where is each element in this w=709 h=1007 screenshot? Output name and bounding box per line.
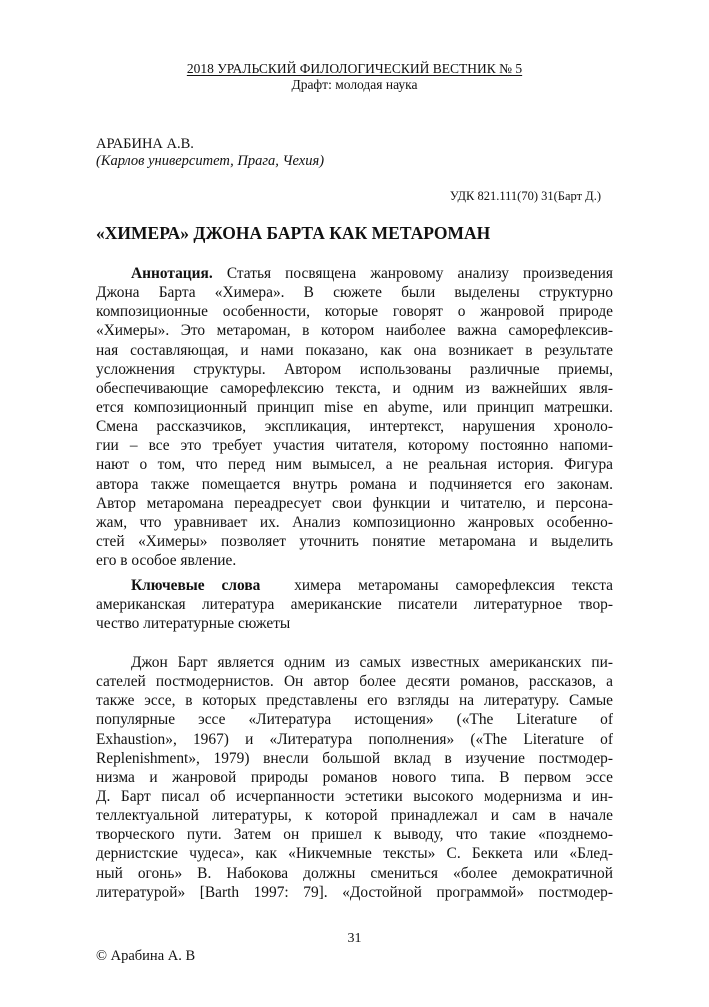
abstract-line: композиционные особенности, которые говорят о жанровой природе xyxy=(96,303,613,321)
abstract-line: ется композиционный принцип mise en abyme, или принцип матрешки. xyxy=(96,398,613,416)
body-line: низма и жанровой природы романов нового типа. В первом эссе xyxy=(96,768,613,786)
page-number: 31 xyxy=(347,931,362,946)
abstract-line: гии – все это требует участия читателя, которому постоянно напоми- xyxy=(96,437,613,455)
journal-header: 2018 УРАЛЬСКИЙ ФИЛОЛОГИЧЕСКИЙ ВЕСТНИК № 5 xyxy=(186,61,523,76)
abstract-line: жам, что уравнивает их. Анализ композиционно жанровых особенно- xyxy=(96,513,613,531)
body-line: творческого пути. Затем он пришел к выводу, что такие «позднемо- xyxy=(96,826,613,844)
body-line: Джон Барт является одним из самых известных американских пи- xyxy=(131,654,613,671)
abstract-label: Аннотация. xyxy=(131,265,213,282)
abstract-line: стей «Химеры» позволяет уточнить понятие метаромана и выделить xyxy=(96,532,613,550)
keywords-line: чество литературные сюжеты xyxy=(96,615,291,633)
body-line: сателей постмодернистов. Он автор более десяти романов, рассказов, а xyxy=(96,673,613,691)
journal-series: Драфт: молодая наука xyxy=(291,77,418,92)
abstract-line: обеспечивающие саморефлексию текста, и одним из важнейших явля- xyxy=(96,379,613,397)
copyright-notice: © Арабина А. В xyxy=(96,948,196,964)
abstract-line: усложнения структуры. Автором использованы различные приемы, xyxy=(96,360,613,378)
body-line: дернистские чудеса», как «Никчемные тексты» С. Беккета или «Блед- xyxy=(96,845,613,863)
body-line: Д. Барт писал об исчерпанности эстетики высокого модернизма и ин- xyxy=(96,787,613,805)
keywords-section xyxy=(96,576,613,633)
body-text xyxy=(96,653,613,902)
udk-code: УДК 821.111(70) 31(Барт Д.) xyxy=(449,189,601,203)
keywords-line: американская литература американские писатели литературное твор- xyxy=(96,596,613,614)
keywords-line: Ключевые слова химера метароманы саморефлексия текста xyxy=(131,577,613,594)
abstract-line: нают о том, что перед ним вымысел, а не реальная история. Фигура xyxy=(96,456,613,474)
body-line: теллектуальной литературы, к которой принадлежал и сам в начале xyxy=(96,807,613,825)
abstract-line: Смена рассказчиков, экспликация, интертекст, нарушения хроноло- xyxy=(96,418,613,436)
body-line: ный огонь» В. Набокова должны смениться «более демократичной xyxy=(96,864,613,882)
abstract-line: «Химеры». Это метароман, в котором наиболее важна саморефлексив- xyxy=(96,322,613,340)
abstract-line: Автор метаромана переадресует свои функции и читателю, и персона- xyxy=(96,494,613,512)
abstract-section xyxy=(96,264,613,570)
body-line: Exhaustion», 1967) и «Литература пополнения» («The Literature of xyxy=(96,730,613,748)
abstract-line: его в особое явление. xyxy=(96,552,237,570)
abstract-line: ная составляющая, и нами показано, как она возникает в результате xyxy=(96,341,613,359)
keywords-label: Ключевые слова xyxy=(131,577,261,594)
author-name: АРАБИНА А.В. xyxy=(96,136,194,152)
body-line: популярные эссе «Литература истощения» («The Literature of xyxy=(96,711,613,729)
abstract-line: Аннотация. Статья посвящена жанровому анализу произведения xyxy=(131,265,613,282)
body-line: Replenishment», 1979) внесли большой вклад в изучение постмодер- xyxy=(96,749,613,767)
article-title: «ХИМЕРА» ДЖОНА БАРТА КАК МЕТАРОМАН xyxy=(96,223,491,243)
author-affiliation: (Карлов университет, Прага, Чехия) xyxy=(96,153,325,169)
abstract-line: Джона Барта «Химера». В сюжете были выделены структурно xyxy=(96,284,613,302)
body-line: также эссе, в которых представлены его взгляды на литературу. Самые xyxy=(96,692,613,710)
abstract-line: автора также помещается внутрь романа и подчиняется его законам. xyxy=(96,475,613,493)
body-line: литературой» [Barth 1997: 79]. «Достойной программой» постмодер- xyxy=(96,883,613,901)
